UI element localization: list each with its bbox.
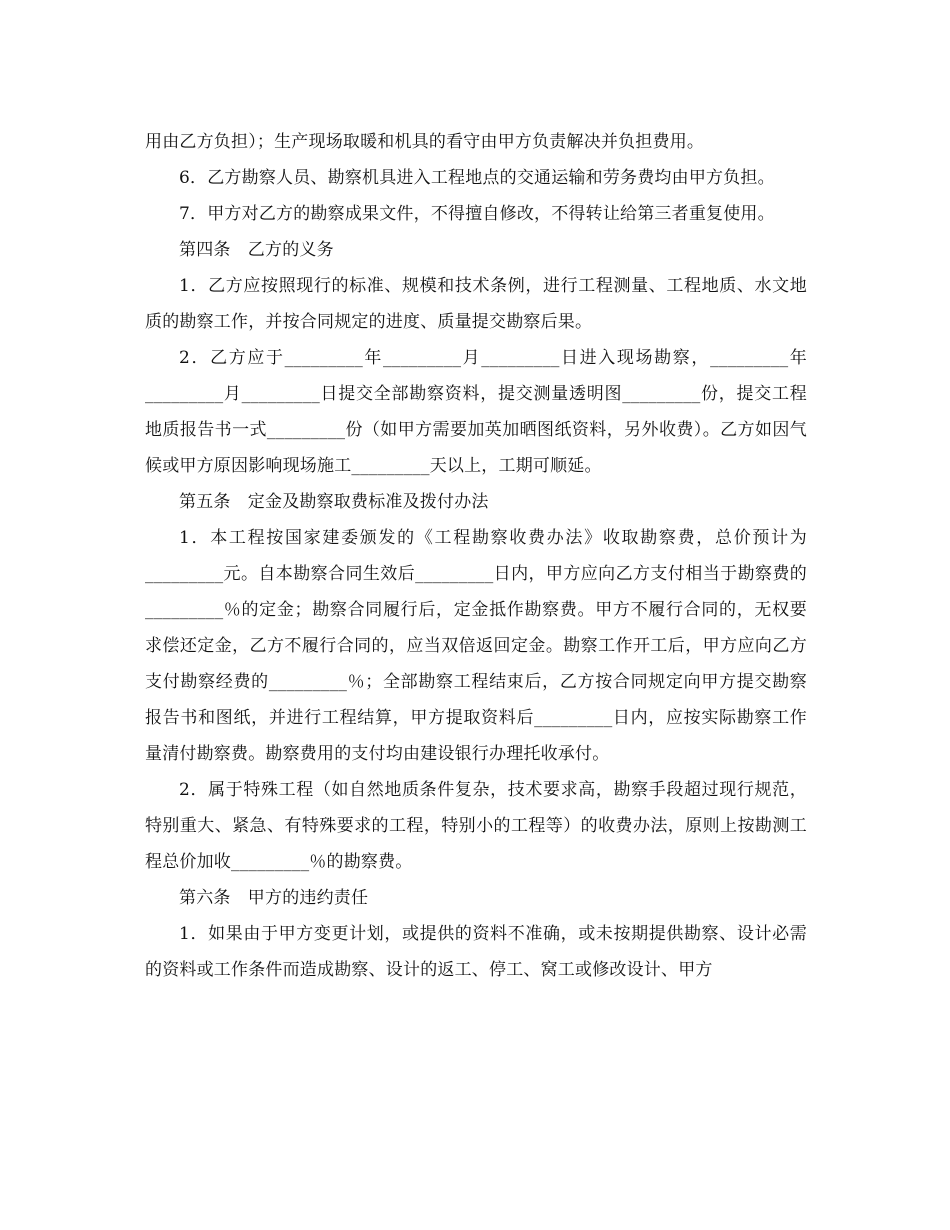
paragraph-clause-6: 6．乙方勘察人员、勘察机具进入工程地点的交通运输和劳务费均由甲方负担。 xyxy=(179,168,775,188)
paragraph-article-5-item-1: 1．本工程按国家建委颁发的《工程勘察收费办法》收取勘察费，总价预计为_________元。自本勘察合同生效后_________日内，甲方应向乙方支付相当于勘察费的_________％的定金；勘察合同履行后，定金抵作勘察费。甲方不履行合同的，无权要求偿还定金，乙方不履行合同的，应当双倍返回定金。勘察工作开工后，甲方应向乙方支付勘察经费的_________％；全部勘察工程结束后，乙方按合同规定向甲方提交勘察报告书和图纸，并进行工程结算，甲方提取资料后_________日内，应按实际勘察工作量清付勘察费。勘察费用的支付均由建设银行办理托收承付。 xyxy=(145,528,807,764)
paragraph-clause-7: 7．甲方对乙方的勘察成果文件，不得擅自修改，不得转让给第三者重复使用。 xyxy=(179,204,775,224)
article-6-heading: 第六条 甲方的违约责任 xyxy=(179,888,369,908)
paragraph-article-4-item-1: 1．乙方应按照现行的标准、规模和技术条例，进行工程测量、工程地质、水文地质的勘察工作，并按合同规定的进度、质量提交勘察后果。 xyxy=(145,276,807,332)
article-5-heading: 第五条 定金及勘察取费标准及拨付办法 xyxy=(179,492,489,512)
paragraph-article-6-item-1: 1．如果由于甲方变更计划，或提供的资料不准确，或未按期提供勘察、设计必需的资料或工作条件而造成勘察、设计的返工、停工、窝工或修改设计、甲方 xyxy=(145,924,807,980)
document-body xyxy=(145,124,807,988)
paragraph-continuation: 用由乙方负担）；生产现场取暖和机具的看守由甲方负责解决并负担费用。 xyxy=(145,132,705,152)
paragraph-article-4-item-2: 2．乙方应于_________年_________月_________日进入现场勘察，_________年_________月_________日提交全部勘察资料，提交测量透明图_________份，提交工程地质报告书一式_________份（如甲方需要加英加晒图纸资料，另外收费）。乙方如因气候或甲方原因影响现场施工_________天以上，工期可顺延。 xyxy=(145,348,807,476)
paragraph-article-5-item-2: 2．属于特殊工程（如自然地质条件复杂，技术要求高，勘察手段超过现行规范，特别重大、紧急、有特殊要求的工程，特别小的工程等）的收费办法，原则上按勘测工程总价加收_________％的勘察费。 xyxy=(145,780,807,872)
article-4-heading: 第四条 乙方的义务 xyxy=(179,240,334,260)
